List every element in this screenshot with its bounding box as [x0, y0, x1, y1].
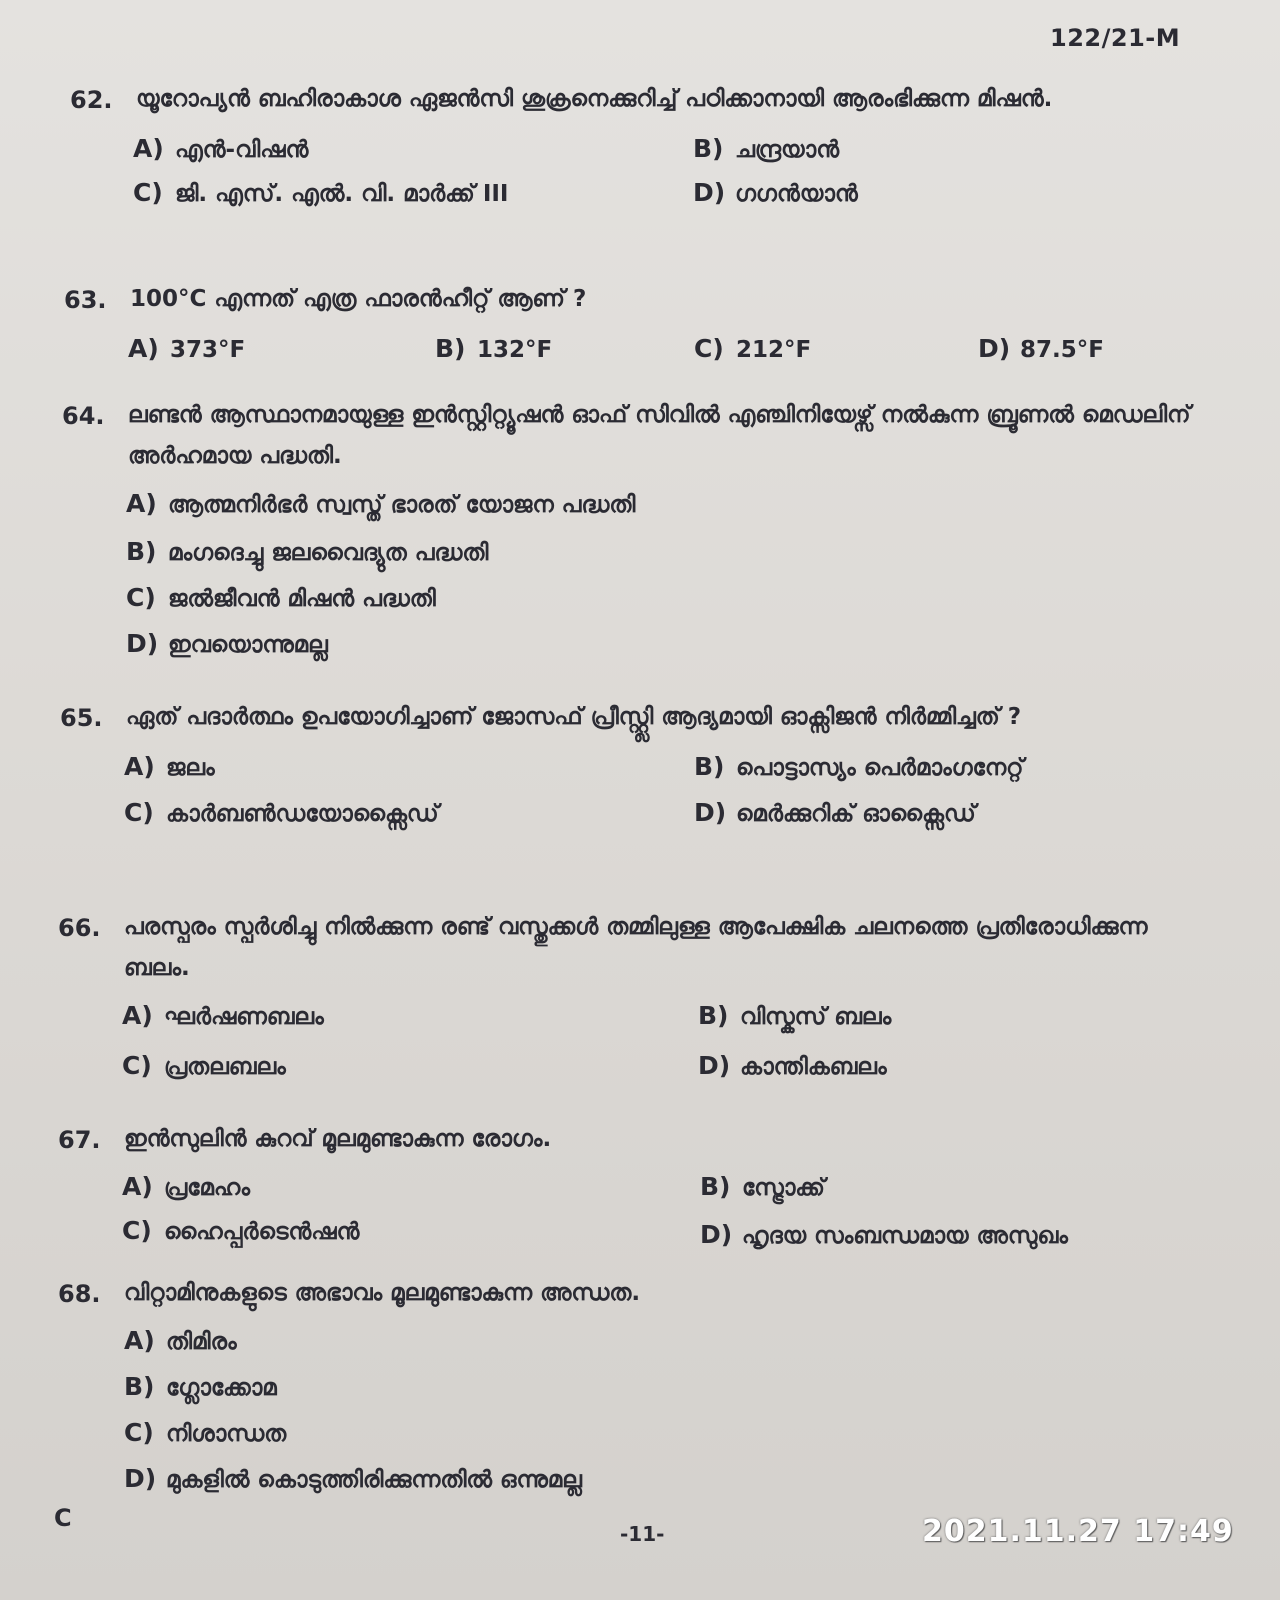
- question-number: 64.: [62, 402, 105, 430]
- option-c: C) ജി. എസ്. എൽ. വി. മാർക്ക് III: [133, 178, 509, 207]
- series-code: C: [54, 1504, 72, 1532]
- question-number: 65.: [60, 704, 103, 732]
- option-a: A) ഘർഷണബലം: [122, 1001, 324, 1030]
- option-a: A) 373°F: [128, 334, 246, 363]
- option-c: C) പ്രതലബലം: [122, 1051, 286, 1080]
- option-b: B) ചന്ദ്രയാൻ: [693, 134, 840, 163]
- question-text: യൂറോപ്യൻ ബഹിരാകാശ ഏജൻസി ശുക്രനെക്കുറിച്ച് പഠിക്കാനായി ആരംഭിക്കുന്ന മിഷൻ.: [136, 86, 1053, 112]
- question-65: [0, 704, 1280, 846]
- option-b: B) മംഗദെച്ചു ജലവൈദ്യുത പദ്ധതി: [126, 537, 489, 566]
- option-c: C) ഹൈപ്പർടെൻഷൻ: [122, 1216, 360, 1245]
- option-a: A) ജലം: [124, 752, 215, 781]
- option-b: B) പൊട്ടാസ്യം പെർമാംഗനേറ്റ്: [694, 752, 1024, 781]
- option-d: D) മുകളിൽ കൊടുത്തിരിക്കുന്നതിൽ ഒന്നുമല്ല: [124, 1464, 582, 1493]
- option-b: B) 132°F: [435, 334, 553, 363]
- question-68: [0, 1280, 1280, 1522]
- question-62: [0, 86, 1280, 228]
- question-number: 66.: [58, 914, 101, 942]
- question-text: വിറ്റാമിനുകളുടെ അഭാവം മൂലമുണ്ടാകുന്ന അന്ധത.: [124, 1280, 641, 1306]
- option-d: D) ഗഗൻയാൻ: [693, 178, 858, 207]
- question-text: പരസ്പരം സ്പർശിച്ചു നിൽക്കുന്ന രണ്ട് വസ്തുക്കൾ തമ്മിലുള്ള ആപേക്ഷിക ചലനത്തെ പ്രതിരോധിക്കുന്ന ബലം.: [124, 914, 1148, 981]
- question-text: ഏത് പദാർത്ഥം ഉപയോഗിച്ചാണ് ജോസഫ് പ്രീസ്റ്റ്ലി ആദ്യമായി ഓക്സിജൻ നിർമ്മിച്ചത് ?: [126, 704, 1022, 730]
- option-c: C) കാർബൺഡയോക്സൈഡ്: [124, 798, 439, 827]
- option-a: A) എൻ-വിഷൻ: [133, 134, 309, 163]
- question-text: 100°C എന്നത് എത്ര ഫാരൻഹീറ്റ് ആണ് ?: [130, 286, 587, 312]
- question-number: 67.: [58, 1126, 101, 1154]
- option-b: B) ഗ്ലോക്കോമ: [124, 1372, 277, 1401]
- option-a: A) ആത്മനിർഭർ സ്വസ്ത് ഭാരത് യോജന പദ്ധതി: [126, 489, 636, 518]
- timestamp-overlay: 2021.11.27 17:49: [922, 1514, 1234, 1549]
- question-number: 63.: [64, 286, 107, 314]
- option-c: C) 212°F: [694, 334, 812, 363]
- question-number: 62.: [70, 86, 113, 114]
- question-67: [0, 1126, 1280, 1268]
- paper-code: 122/21-M: [1050, 24, 1181, 52]
- option-d: D) ഇവയൊന്നുമല്ല: [126, 629, 328, 658]
- option-a: A) തിമിരം: [124, 1326, 237, 1355]
- question-63: [0, 286, 1280, 378]
- option-b: B) സ്ട്രോക്ക്: [700, 1172, 825, 1201]
- option-d: D) കാന്തികബലം: [698, 1051, 887, 1080]
- question-64: [0, 402, 1280, 685]
- option-b: B) വിസ്കസ് ബലം: [698, 1001, 892, 1030]
- question-text: ലണ്ടൻ ആസ്ഥാനമായുള്ള ഇൻസ്റ്റിറ്റ്യൂഷൻ ഓഫ് സിവിൽ എഞ്ചിനിയേഴ്സ് നൽകുന്ന ബ്രൂണൽ മെഡലിന് അർഹമായ പദ്ധതി.: [128, 402, 1191, 469]
- page-number: -11-: [620, 1522, 665, 1546]
- option-a: A) പ്രമേഹം: [122, 1172, 250, 1201]
- question-number: 68.: [58, 1280, 101, 1308]
- question-text: ഇൻസുലിൻ കുറവ് മൂലമുണ്ടാകുന്ന രോഗം.: [124, 1126, 552, 1152]
- option-d: D) 87.5°F: [978, 334, 1104, 363]
- option-d: D) ഹൃദയ സംബന്ധമായ അസുഖം: [700, 1220, 1068, 1249]
- option-d: D) മെർക്കുറിക് ഓക്സൈഡ്: [694, 798, 976, 827]
- option-c: C) ജൽജീവൻ മിഷൻ പദ്ധതി: [126, 583, 436, 612]
- question-66: [0, 914, 1280, 1097]
- option-c: C) നിശാന്ധത: [124, 1418, 287, 1447]
